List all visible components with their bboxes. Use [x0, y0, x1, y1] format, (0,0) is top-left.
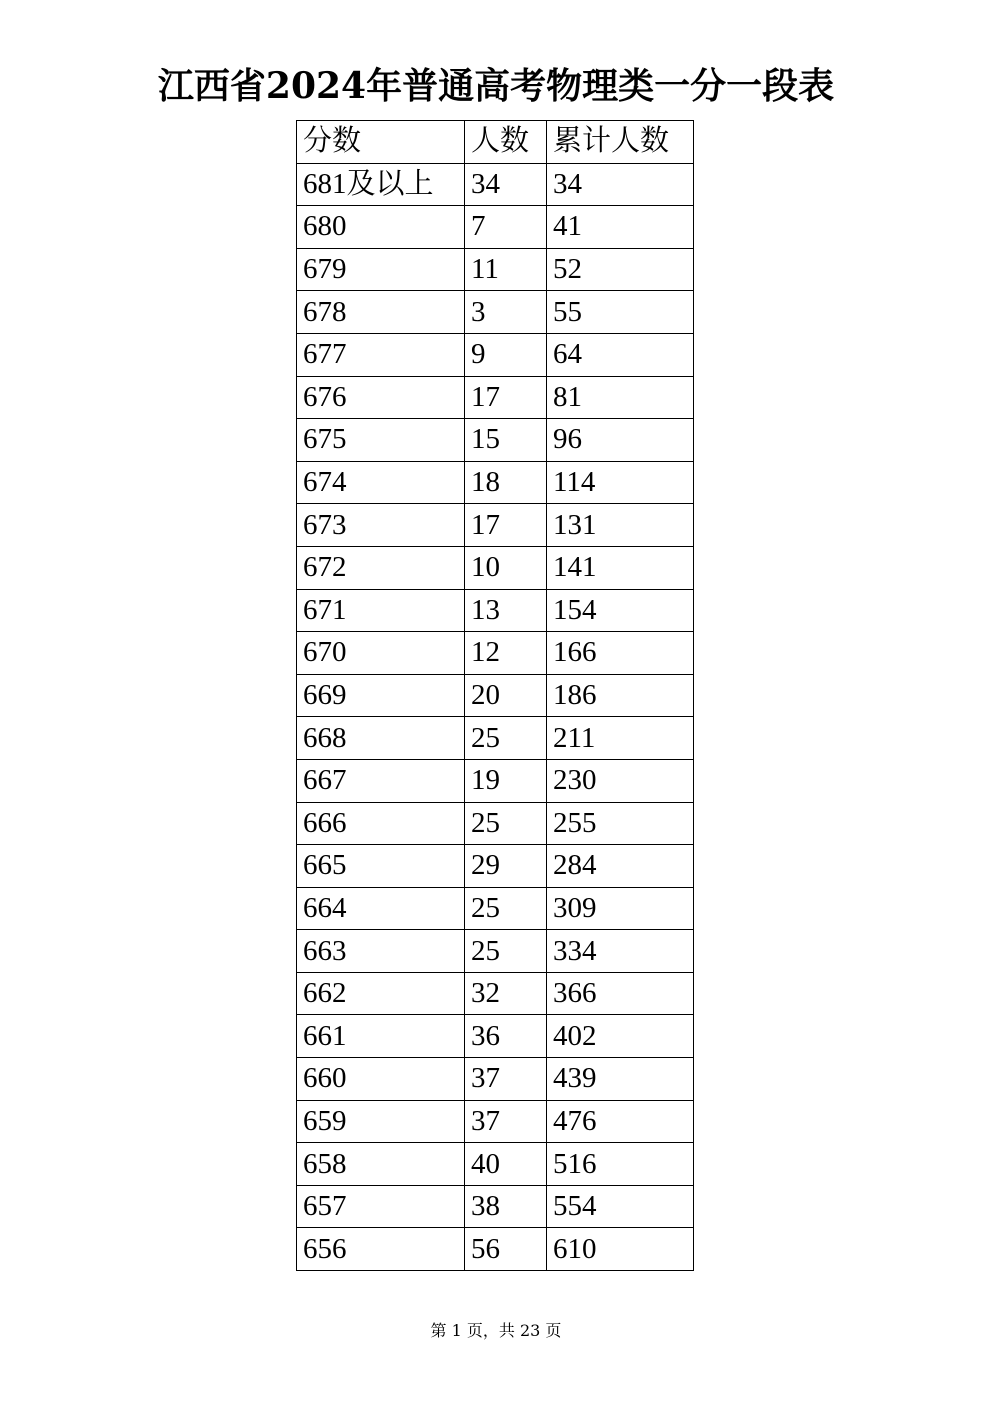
cumulative-cell: 439	[547, 1058, 694, 1101]
cumulative-cell: 141	[547, 546, 694, 589]
score-cell: 676	[297, 376, 465, 419]
score-cell: 672	[297, 546, 465, 589]
cumulative-cell: 230	[547, 759, 694, 802]
score-cell: 662	[297, 972, 465, 1015]
score-cell: 668	[297, 717, 465, 760]
table-row	[297, 674, 694, 717]
cumulative-cell: 186	[547, 674, 694, 717]
count-cell: 37	[465, 1058, 547, 1101]
cumulative-cell: 366	[547, 972, 694, 1015]
header-score: 分数	[297, 121, 465, 164]
score-cell: 663	[297, 930, 465, 973]
score-cell: 657	[297, 1185, 465, 1228]
score-cell: 677	[297, 333, 465, 376]
count-cell: 20	[465, 674, 547, 717]
table-row	[297, 291, 694, 334]
table-row	[297, 1100, 694, 1143]
cumulative-cell: 81	[547, 376, 694, 419]
cumulative-cell: 476	[547, 1100, 694, 1143]
score-cell: 656	[297, 1228, 465, 1271]
cumulative-cell: 131	[547, 504, 694, 547]
cumulative-cell: 334	[547, 930, 694, 973]
count-cell: 17	[465, 504, 547, 547]
cumulative-cell: 64	[547, 333, 694, 376]
cumulative-cell: 52	[547, 248, 694, 291]
score-cell: 664	[297, 887, 465, 930]
table-row	[297, 972, 694, 1015]
table-row	[297, 845, 694, 888]
cumulative-cell: 554	[547, 1185, 694, 1228]
count-cell: 7	[465, 206, 547, 249]
cumulative-cell: 610	[547, 1228, 694, 1271]
table-body	[297, 163, 694, 1270]
table-row	[297, 802, 694, 845]
table-header-row	[297, 121, 694, 164]
table-row	[297, 419, 694, 462]
count-cell: 37	[465, 1100, 547, 1143]
score-cell: 659	[297, 1100, 465, 1143]
count-cell: 32	[465, 972, 547, 1015]
cumulative-cell: 284	[547, 845, 694, 888]
page-title: 江西省2024年普通高考物理类一分一段表	[157, 65, 835, 107]
score-cell: 671	[297, 589, 465, 632]
count-cell: 25	[465, 717, 547, 760]
count-cell: 19	[465, 759, 547, 802]
count-cell: 25	[465, 930, 547, 973]
count-cell: 38	[465, 1185, 547, 1228]
cumulative-cell: 516	[547, 1143, 694, 1186]
table-row	[297, 504, 694, 547]
count-cell: 29	[465, 845, 547, 888]
table-row	[297, 1185, 694, 1228]
score-cell: 675	[297, 419, 465, 462]
table-row	[297, 461, 694, 504]
cumulative-cell: 255	[547, 802, 694, 845]
table-row	[297, 1143, 694, 1186]
header-count: 人数	[465, 121, 547, 164]
table-row	[297, 1058, 694, 1101]
table-row	[297, 163, 694, 206]
score-cell: 674	[297, 461, 465, 504]
cumulative-cell: 402	[547, 1015, 694, 1058]
score-cell: 665	[297, 845, 465, 888]
table-row	[297, 376, 694, 419]
table-row	[297, 1015, 694, 1058]
count-cell: 25	[465, 802, 547, 845]
score-cell: 681及以上	[297, 163, 465, 206]
cumulative-cell: 154	[547, 589, 694, 632]
score-cell: 661	[297, 1015, 465, 1058]
table-row	[297, 930, 694, 973]
count-cell: 9	[465, 333, 547, 376]
count-cell: 25	[465, 887, 547, 930]
page-footer: 第 1 页，共 23 页	[430, 1321, 562, 1340]
score-cell: 670	[297, 632, 465, 675]
table-row	[297, 632, 694, 675]
table-row	[297, 248, 694, 291]
count-cell: 36	[465, 1015, 547, 1058]
count-cell: 11	[465, 248, 547, 291]
score-cell: 679	[297, 248, 465, 291]
table-row	[297, 589, 694, 632]
table-row	[297, 546, 694, 589]
score-cell: 669	[297, 674, 465, 717]
score-cell: 680	[297, 206, 465, 249]
score-cell: 666	[297, 802, 465, 845]
table-row	[297, 759, 694, 802]
count-cell: 13	[465, 589, 547, 632]
table-row	[297, 887, 694, 930]
count-cell: 3	[465, 291, 547, 334]
count-cell: 34	[465, 163, 547, 206]
cumulative-cell: 309	[547, 887, 694, 930]
count-cell: 15	[465, 419, 547, 462]
cumulative-cell: 96	[547, 419, 694, 462]
count-cell: 17	[465, 376, 547, 419]
cumulative-cell: 34	[547, 163, 694, 206]
header-cumulative: 累计人数	[547, 121, 694, 164]
score-cell: 678	[297, 291, 465, 334]
table-row	[297, 1228, 694, 1271]
score-cell: 667	[297, 759, 465, 802]
score-cell: 658	[297, 1143, 465, 1186]
count-cell: 10	[465, 546, 547, 589]
count-cell: 18	[465, 461, 547, 504]
count-cell: 12	[465, 632, 547, 675]
cumulative-cell: 166	[547, 632, 694, 675]
score-cell: 660	[297, 1058, 465, 1101]
cumulative-cell: 211	[547, 717, 694, 760]
table-row	[297, 206, 694, 249]
count-cell: 40	[465, 1143, 547, 1186]
score-distribution-table	[296, 120, 694, 1271]
table-row	[297, 333, 694, 376]
count-cell: 56	[465, 1228, 547, 1271]
cumulative-cell: 55	[547, 291, 694, 334]
score-cell: 673	[297, 504, 465, 547]
cumulative-cell: 41	[547, 206, 694, 249]
table-row	[297, 717, 694, 760]
cumulative-cell: 114	[547, 461, 694, 504]
